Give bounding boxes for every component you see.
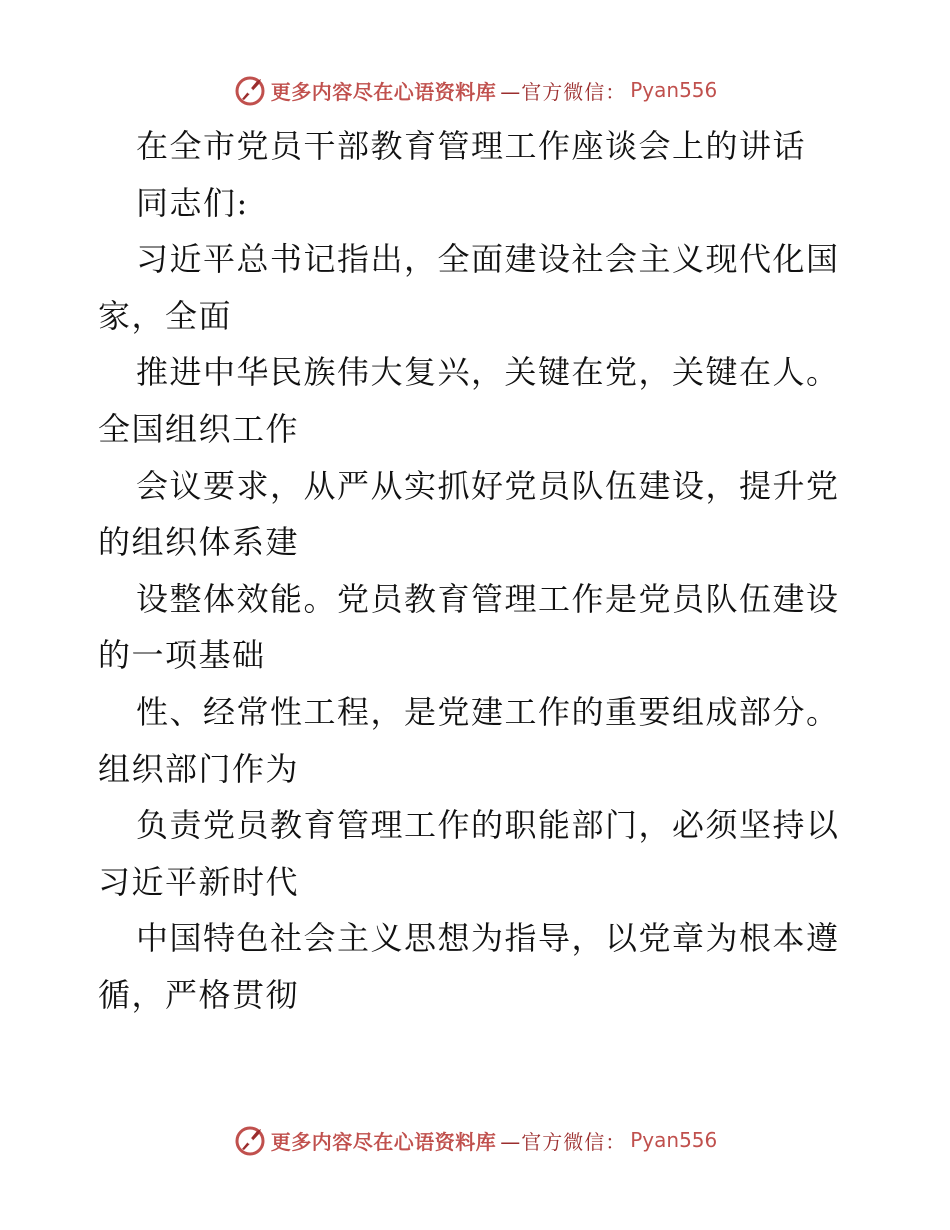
paragraph-line: 习近平总书记指出，全面建设社会主义现代化国 [136, 240, 840, 279]
paragraph-line: 的一项基础 [98, 636, 266, 675]
header-watermark [0, 70, 950, 110]
watermark-wechat-label: —官方微信： [500, 79, 627, 104]
watermark-wechat-label: —官方微信： [500, 1129, 627, 1154]
paragraph-line: 家，全面 [98, 296, 233, 335]
paragraph-line: 全国组织工作 [98, 409, 300, 448]
paragraph-line: 推进中华民族伟大复兴，关键在党，关键在人。 [136, 353, 840, 392]
paragraph-line: 性、经常性工程，是党建工作的重要组成部分。 [136, 692, 840, 731]
paragraph-line: 设整体效能。党员教育管理工作是党员队伍建设 [136, 579, 840, 618]
paragraph-line: 中国特色社会主义思想为指导，以党章为根本遵 [136, 919, 840, 958]
document-body [98, 118, 858, 1024]
paragraph-line: 的组织体系建 [98, 523, 300, 562]
paragraph-line: 组织部门作为 [98, 749, 300, 788]
paragraph-line: 循，严格贯彻 [98, 975, 300, 1014]
paragraph-line: 负责党员教育管理工作的职能部门，必须坚持以 [136, 806, 840, 845]
watermark-site-text: 更多内容尽在心语资料库 [270, 79, 497, 104]
document-title: 在全市党员干部教育管理工作座谈会上的讲话 [136, 127, 807, 165]
watermark-site-text: 更多内容尽在心语资料库 [270, 1129, 497, 1154]
paragraph-line: 会议要求，从严从实抓好党员队伍建设，提升党 [136, 466, 840, 505]
watermark-wechat-id: Pyan556 [630, 1128, 718, 1152]
quill-pen-logo-icon [233, 73, 267, 107]
watermark-wechat-id: Pyan556 [630, 78, 718, 102]
paragraph-line: 习近平新时代 [98, 862, 300, 901]
footer-watermark [0, 1120, 950, 1160]
salutation: 同志们: [136, 183, 249, 222]
quill-pen-logo-icon [233, 1123, 267, 1157]
